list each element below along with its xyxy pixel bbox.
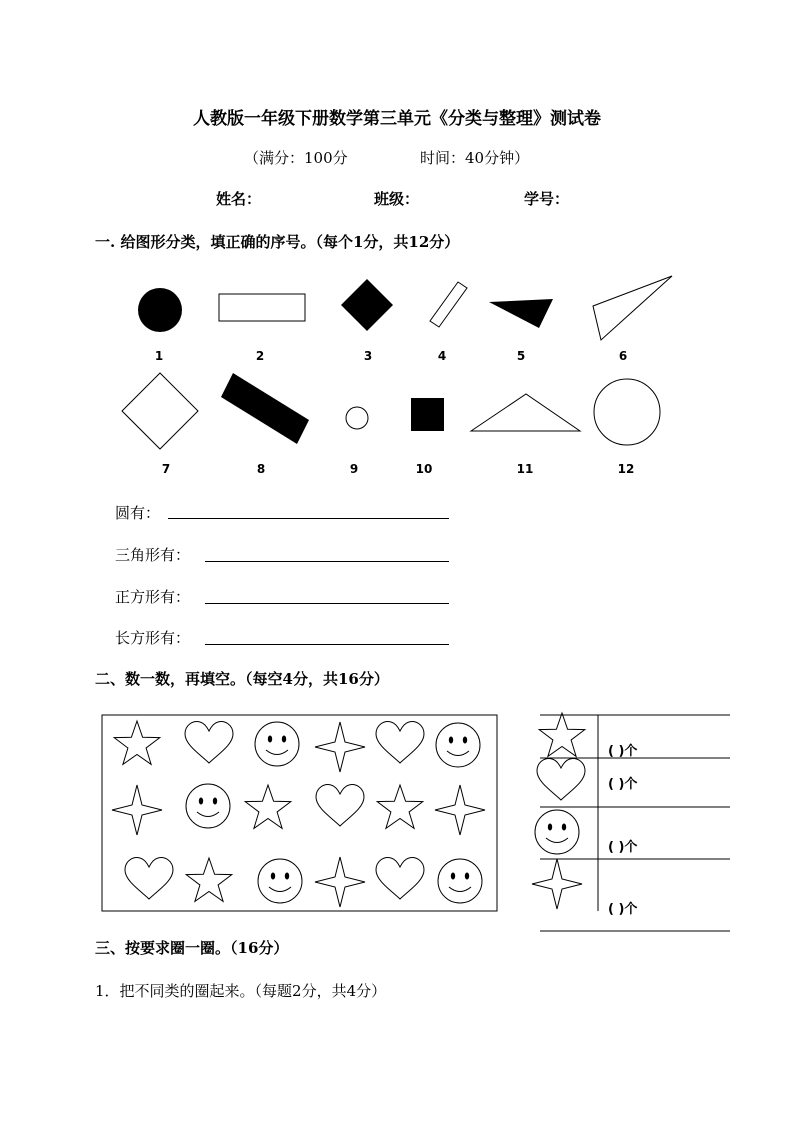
smiley-icon xyxy=(438,859,482,903)
star-icon xyxy=(377,785,423,828)
smiley-icon xyxy=(255,722,299,766)
four-point-star-icon xyxy=(315,722,365,772)
time-limit: 时间：40分钟） xyxy=(420,149,530,167)
shape-number: 9 xyxy=(349,462,359,476)
section1-heading: 一. 给图形分类，填正确的序号。（每个1分，共12分） xyxy=(95,233,460,251)
heart-icon xyxy=(537,759,585,800)
smiley-count-answer[interactable]: ( )个 xyxy=(608,840,638,855)
square-label: 正方形有： xyxy=(115,588,191,606)
section3-question-1: 1．把不同类的圈起来。（每题2分，共4分） xyxy=(95,982,387,1000)
four-point-star-count-answer[interactable]: ( )个 xyxy=(608,902,638,917)
shape-number: 6 xyxy=(618,349,628,363)
section2-heading: 二、数一数，再填空。（每空4分，共16分） xyxy=(95,670,389,688)
heart-count-answer[interactable]: ( )个 xyxy=(608,777,638,792)
section3-heading: 三、按要求圈一圈。（16分） xyxy=(95,939,289,957)
four-point-star-icon xyxy=(315,857,365,907)
circle-label: 圆有： xyxy=(115,504,161,522)
full-score: （满分：100分 xyxy=(244,149,348,167)
heart-icon xyxy=(125,858,173,899)
heart-icon xyxy=(376,858,424,899)
star-icon xyxy=(245,785,291,828)
shape-number: 7 xyxy=(161,462,171,476)
star-icon xyxy=(186,858,232,901)
class-label: 班级： xyxy=(374,190,420,208)
shape-number: 4 xyxy=(437,349,447,363)
name-label: 姓名： xyxy=(216,190,262,208)
shape-number: 1 xyxy=(154,349,164,363)
shape-number: 11 xyxy=(516,462,534,476)
four-point-star-icon xyxy=(532,859,582,909)
shape-number: 8 xyxy=(256,462,266,476)
star-icon xyxy=(539,713,585,756)
heart-icon xyxy=(376,722,424,763)
shape-number: 12 xyxy=(617,462,635,476)
smiley-icon xyxy=(258,859,302,903)
smiley-icon xyxy=(535,810,579,854)
page-title: 人教版一年级下册数学第三单元《分类与整理》测试卷 xyxy=(193,109,601,129)
rectangle-label: 长方形有： xyxy=(115,629,191,647)
smiley-icon xyxy=(436,723,480,767)
shape-number: 10 xyxy=(415,462,433,476)
student-id-label: 学号： xyxy=(524,190,570,208)
smiley-icon xyxy=(186,784,230,828)
four-point-star-icon xyxy=(435,785,485,835)
heart-icon xyxy=(316,785,364,826)
shape-number: 3 xyxy=(363,349,373,363)
heart-icon xyxy=(185,722,233,763)
star-icon xyxy=(114,721,160,764)
shape-number: 5 xyxy=(516,349,526,363)
shape-number: 2 xyxy=(255,349,265,363)
four-point-star-icon xyxy=(112,785,162,835)
star-count-answer[interactable]: ( )个 xyxy=(608,744,638,759)
triangle-label: 三角形有： xyxy=(115,546,191,564)
